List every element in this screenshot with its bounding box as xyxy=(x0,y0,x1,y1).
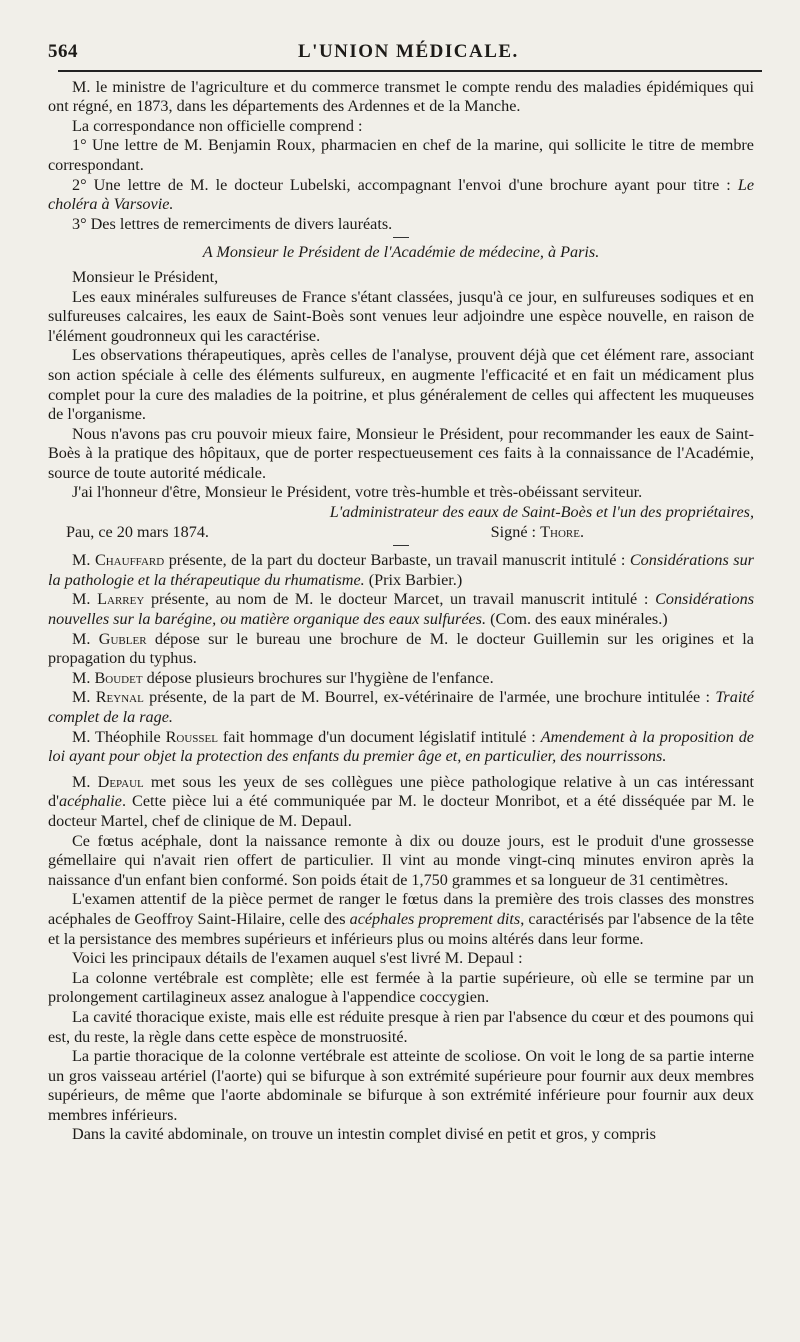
letter-signed xyxy=(491,523,584,543)
item-chauffard xyxy=(48,551,754,590)
item-prefix: M. xyxy=(72,668,95,687)
term-acephalie: acéphalie xyxy=(59,792,122,811)
item-prefix: M. xyxy=(72,551,95,570)
item-gubler xyxy=(48,630,754,669)
lubelski-title: Le choléra à Varsovie. xyxy=(48,175,754,214)
item-prefix: M. Théophile xyxy=(72,727,166,746)
depaul-text: met sous les yeux de ses collègues une pièce pathologique relative à un cas intéressant d' xyxy=(48,772,754,811)
author-gubler: Gubler xyxy=(98,629,147,648)
depaul-paragraph-8: Dans la cavité abdominale, on trouve un intestin complet divisé en petit et gros, y compris xyxy=(72,1125,656,1144)
depaul-paragraph-2: Ce fœtus acéphale, dont la naissance remonte à dix ou douze jours, est le produit d'une grossesse gémellaire qui n'avait rien offert de particulier. Il vint au monde vingt-cinq minutes environ après la naissance d'un enfant bien conformé. Son poids était de 1,750 grammes et sa longueur de 31 centimètres. xyxy=(48,831,754,889)
letter-signature-line xyxy=(48,523,754,543)
letter-signature-title: L'administrateur des eaux de Saint-Boès et l'un des propriétaires, xyxy=(329,503,754,522)
paragraph-remerciments: 3° Des lettres de remerciments de divers lauréats. xyxy=(72,214,393,233)
section-separator xyxy=(393,237,409,238)
item-suffix: (Prix Barbier.) xyxy=(364,570,463,589)
item-text: présente, au nom de M. le docteur Marcet, un travail manuscrit intitulé : xyxy=(144,590,656,609)
depaul-text-2: , caractérisés par l'absence de la tête et la persistance des membres supérieurs et inférieurs plus ou moins altérés dans leur forme. xyxy=(48,909,754,948)
item-prefix: M. xyxy=(72,629,99,648)
letter-heading: A Monsieur le Président de l'Académie de médecine, à Paris. xyxy=(202,243,600,262)
author-reynal: Reynal xyxy=(95,688,144,707)
depaul-paragraph-6: La cavité thoracique existe, mais elle est réduite presque à rien par l'absence du cœur et des poumons qui est, du reste, la règle dans cette espèce de monstruosité. xyxy=(48,1007,754,1046)
signed-label: Signé : xyxy=(490,522,541,541)
work-title: Traité complet de la rage. xyxy=(48,688,754,726)
letter-salutation: Monsieur le Président, xyxy=(72,267,219,286)
paragraph-lettre-roux: 1° Une lettre de M. Benjamin Roux, pharmacien en chef de la marine, qui sollicite le titre de membre correspondant. xyxy=(48,136,754,174)
page-header xyxy=(48,42,754,62)
item-prefix: M. xyxy=(72,688,96,707)
work-title: Considérations nouvelles sur la barégine, ou matière organique des eaux sulfurées. xyxy=(48,590,754,629)
depaul-text: L'examen attentif de la pièce permet de ranger le fœtus dans la première des trois classes des monstres acéphales de Geoffroy Saint-Hilaire, celle des xyxy=(48,890,754,928)
item-text: dépose plusieurs brochures sur l'hygiène de l'enfance. xyxy=(142,668,494,687)
author-larrey: Larrey xyxy=(97,590,145,609)
item-text: fait hommage d'un document législatif intitulé : xyxy=(217,727,541,746)
item-roussel xyxy=(48,728,754,767)
letter-paragraph-3: Nous n'avons pas cru pouvoir mieux faire, Monsieur le Président, pour recommander les eaux de Saint-Boès à la pratique des hôpitaux, que de porter respectueusement ces faits à la connaissance de l'Académie, source de toute autorité médicale. xyxy=(48,424,754,482)
work-title: Considérations sur la pathologie et la thérapeutique du rhumatisme. xyxy=(48,551,754,589)
depaul-paragraph-7: La partie thoracique de la colonne vertébrale est atteinte de scoliose. On voit le long de sa partie interne un gros vaisseau artériel (l'aorte) qui se bifurque à son extrémité supérieure pour fournir aux deux membres supérieurs, de même que l'aorte abdominale se bifurque à son extrémité inférieure pour fournir aux deux membres inférieurs. xyxy=(48,1047,754,1124)
item-reynal xyxy=(48,688,754,727)
letter-place-date: Pau, ce 20 mars 1874. xyxy=(66,522,209,541)
depaul-paragraph-5: La colonne vertébrale est complète; elle est fermée à la partie supérieure, où elle se termine par un prolongement cartilagineux assez analogue à l'appendice coccygien. xyxy=(48,968,754,1007)
author-depaul: Depaul xyxy=(97,772,144,791)
letter-paragraph-1: Les eaux minérales sulfureuses de France s'étant classées, jusqu'à ce jour, en sulfureuses sodiques et en sulfureuses calcaires, les eaux de Saint-Boès sont venues leur adjoindre une espèce nouvelle, en raison de l'élément goudronneux qui les caractérise. xyxy=(48,287,754,345)
header-rule xyxy=(58,70,762,72)
depaul-paragraph-3 xyxy=(48,890,754,949)
author-chauffard: Chauffard xyxy=(94,551,165,570)
paragraph-ministre: M. le ministre de l'agriculture et du commerce transmet le compte rendu des maladies épidémiques qui ont régné, en 1873, dans les départements des Ardennes et de la Manche. xyxy=(48,77,754,116)
signed-name: Thore. xyxy=(540,522,584,541)
item-text: présente, de la part du docteur Barbaste, un travail manuscrit intitulé : xyxy=(164,551,630,570)
lubelski-text: 2° Une lettre de M. le docteur Lubelski, accompagnant l'envoi d'une brochure ayant pour titre : xyxy=(72,175,738,194)
item-prefix: M. xyxy=(72,590,98,609)
page-number: 564 xyxy=(48,41,78,62)
item-larrey xyxy=(48,590,754,629)
item-suffix: (Com. des eaux minérales.) xyxy=(486,610,668,629)
item-text: présente, de la part de M. Bourrel, ex-vétérinaire de l'armée, une brochure intitulée : xyxy=(143,688,716,707)
depaul-paragraph-1 xyxy=(48,773,754,832)
author-roussel: Roussel xyxy=(165,727,218,746)
paragraph-correspondance: La correspondance non officielle comprend : xyxy=(72,116,363,135)
item-text: dépose sur le bureau une brochure de M. le docteur Guillemin sur les origines et la propagation du typhus. xyxy=(48,629,754,668)
item-prefix: M. xyxy=(72,772,98,791)
running-title: L'UNION MÉDICALE. xyxy=(298,41,519,62)
item-boudet xyxy=(48,669,754,689)
letter-paragraph-2: Les observations thérapeutiques, après celles de l'analyse, prouvent déjà que cet élément rare, associant son action spéciale à celle des éléments sulfureux, en augmente l'efficacité et en fait un médicament plus complet pour la cure des maladies de la poitrine, et plus généralement de celles qui affectent les muqueuses de l'organisme. xyxy=(48,346,754,424)
term-acephales: acéphales proprement dits xyxy=(349,909,521,928)
depaul-text-2: . Cette pièce lui a été communiquée par M. le docteur Monribot, et a été disséquée par M. le docteur Martel, chef de clinique de M. Depaul. xyxy=(48,792,754,830)
letter-paragraph-4: J'ai l'honneur d'être, Monsieur le Président, votre très-humble et très-obéissant serviteur. xyxy=(72,483,643,502)
paragraph-lettre-lubelski xyxy=(48,176,754,215)
work-title: Amendement à la proposition de loi ayant pour objet la protection des enfants du premier âge et, en particulier, des nourrissons. xyxy=(48,727,754,766)
depaul-paragraph-4: Voici les principaux détails de l'examen auquel s'est livré M. Depaul : xyxy=(72,949,523,968)
section-separator-2 xyxy=(393,545,409,546)
author-boudet: Boudet xyxy=(94,668,143,687)
